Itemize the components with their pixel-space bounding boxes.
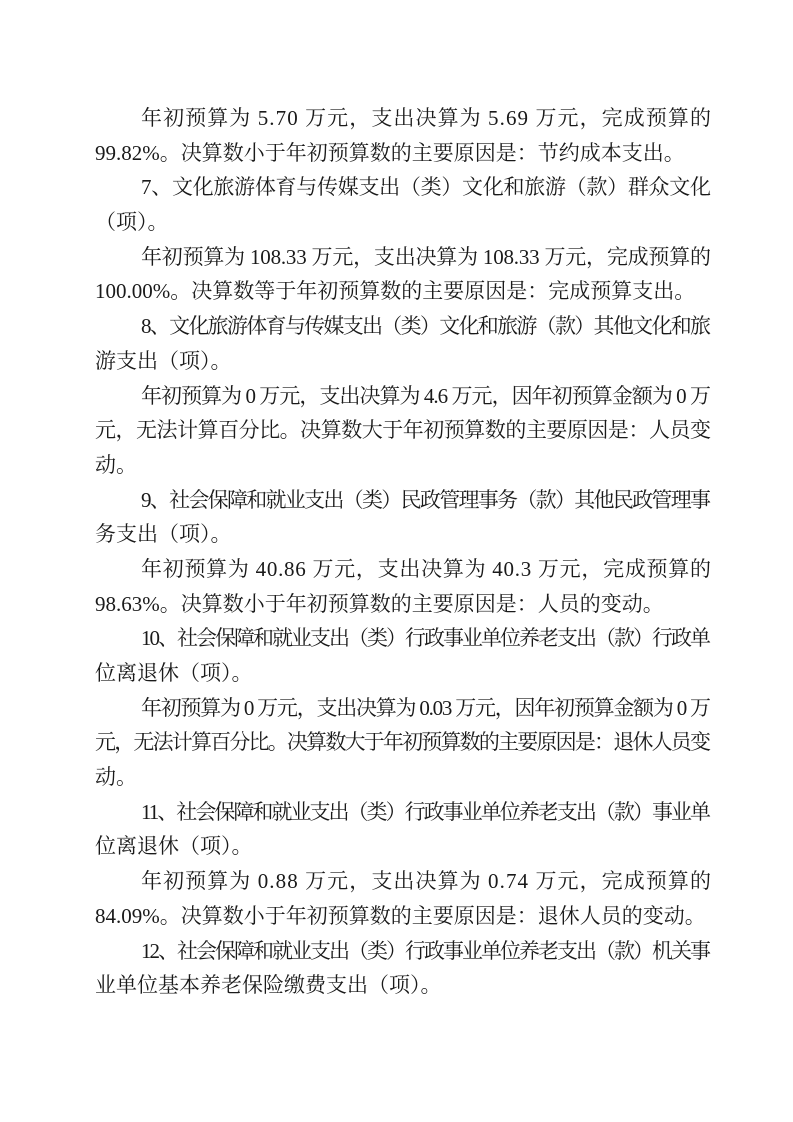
text-line <box>95 517 711 552</box>
text-line-content: 年初预算为 0 万元，支出决算为 4.6 万元，因年初预算金额为 0 万 <box>141 383 711 408</box>
text-line-content: 9、社会保障和就业支出（类）民政管理事务（款）其他民政管理事 <box>141 487 710 512</box>
text-line <box>95 240 711 275</box>
text-line-content: 100.00%。决算数等于年初预算数的主要原因是：完成预算支出。 <box>95 279 696 304</box>
text-line <box>95 899 711 934</box>
text-line-content: 位离退休（项）。 <box>95 661 253 685</box>
paragraph <box>95 552 711 621</box>
text-line <box>95 587 711 622</box>
text-line <box>95 274 711 309</box>
text-line-content: 年初预算为 40.86 万元，支出决算为 40.3 万元，完成预算的 <box>141 556 712 581</box>
text-line <box>95 656 711 691</box>
text-line-content: 元，无法计算百分比。决算数大于年初预算数的主要原因是：退休人员变 <box>95 730 710 755</box>
text-line-content: 位离退休（项）。 <box>95 834 253 859</box>
paragraph <box>95 170 711 239</box>
text-line-content: 84.09%。决算数小于年初预算数的主要原因是：退休人员的变动。 <box>95 903 706 928</box>
text-line <box>95 968 711 1003</box>
paragraph <box>95 934 711 1003</box>
paragraph <box>95 795 711 864</box>
paragraph <box>95 379 711 483</box>
text-line-content: 12、社会保障和就业支出（类）行政事业单位养老支出（款）机关事 <box>141 938 709 963</box>
text-line-content: 8、文化旅游体育与传媒支出（类）文化和旅游（款）其他文化和旅 <box>141 314 710 339</box>
document-body <box>95 101 711 1003</box>
text-line-content: 年初预算为 0.88 万元，支出决算为 0.74 万元，完成预算的 <box>141 869 713 894</box>
text-line <box>95 795 711 830</box>
paragraph <box>95 864 711 933</box>
text-line-content: 11、社会保障和就业支出（类）行政事业单位养老支出（款）事业单 <box>141 799 710 824</box>
paragraph <box>95 309 711 378</box>
paragraph <box>95 691 711 795</box>
text-line <box>95 344 711 379</box>
text-line <box>95 483 711 518</box>
text-line <box>95 448 711 483</box>
paragraph <box>95 240 711 309</box>
paragraph <box>95 483 711 552</box>
text-line <box>95 934 711 969</box>
text-line <box>95 691 711 726</box>
text-line <box>95 760 711 795</box>
text-line-content: （项）。 <box>95 210 169 235</box>
text-line <box>95 379 711 414</box>
text-line-content: 游支出（项）。 <box>95 348 232 373</box>
text-line-content: 动。 <box>95 765 137 790</box>
text-line-content: 10、社会保障和就业支出（类）行政事业单位养老支出（款）行政单 <box>141 626 709 651</box>
paragraph <box>95 621 711 690</box>
text-line-content: 动。 <box>95 452 137 477</box>
text-line <box>95 725 711 760</box>
text-line <box>95 864 711 899</box>
text-line-content: 年初预算为 5.70 万元，支出决算为 5.69 万元，完成预算的 <box>141 106 713 130</box>
text-line <box>95 205 711 240</box>
text-line-content: 98.63%。决算数小于年初预算数的主要原因是：人员的变动。 <box>95 591 664 616</box>
text-line <box>95 136 711 171</box>
text-line <box>95 101 711 136</box>
text-line-content: 7、文化旅游体育与传媒支出（类）文化和旅游（款）群众文化 <box>141 175 711 200</box>
text-line-content: 年初预算为 108.33 万元，支出决算为 108.33 万元，完成预算的 <box>141 244 711 269</box>
text-line-content: 99.82%。决算数小于年初预算数的主要原因是：节约成本支出。 <box>95 140 685 165</box>
text-line <box>95 552 711 587</box>
paragraph <box>95 101 711 170</box>
text-line <box>95 829 711 864</box>
text-line <box>95 309 711 344</box>
text-line <box>95 621 711 656</box>
text-line-content: 务支出（项）。 <box>95 522 232 547</box>
text-line-content: 年初预算为 0 万元，支出决算为 0.03 万元，因年初预算金额为 0 万 <box>141 695 710 720</box>
text-line <box>95 170 711 205</box>
text-line <box>95 413 711 448</box>
text-line-content: 元，无法计算百分比。决算数大于年初预算数的主要原因是：人员变 <box>95 418 711 443</box>
text-line-content: 业单位基本养老保险缴费支出（项）。 <box>95 973 442 998</box>
